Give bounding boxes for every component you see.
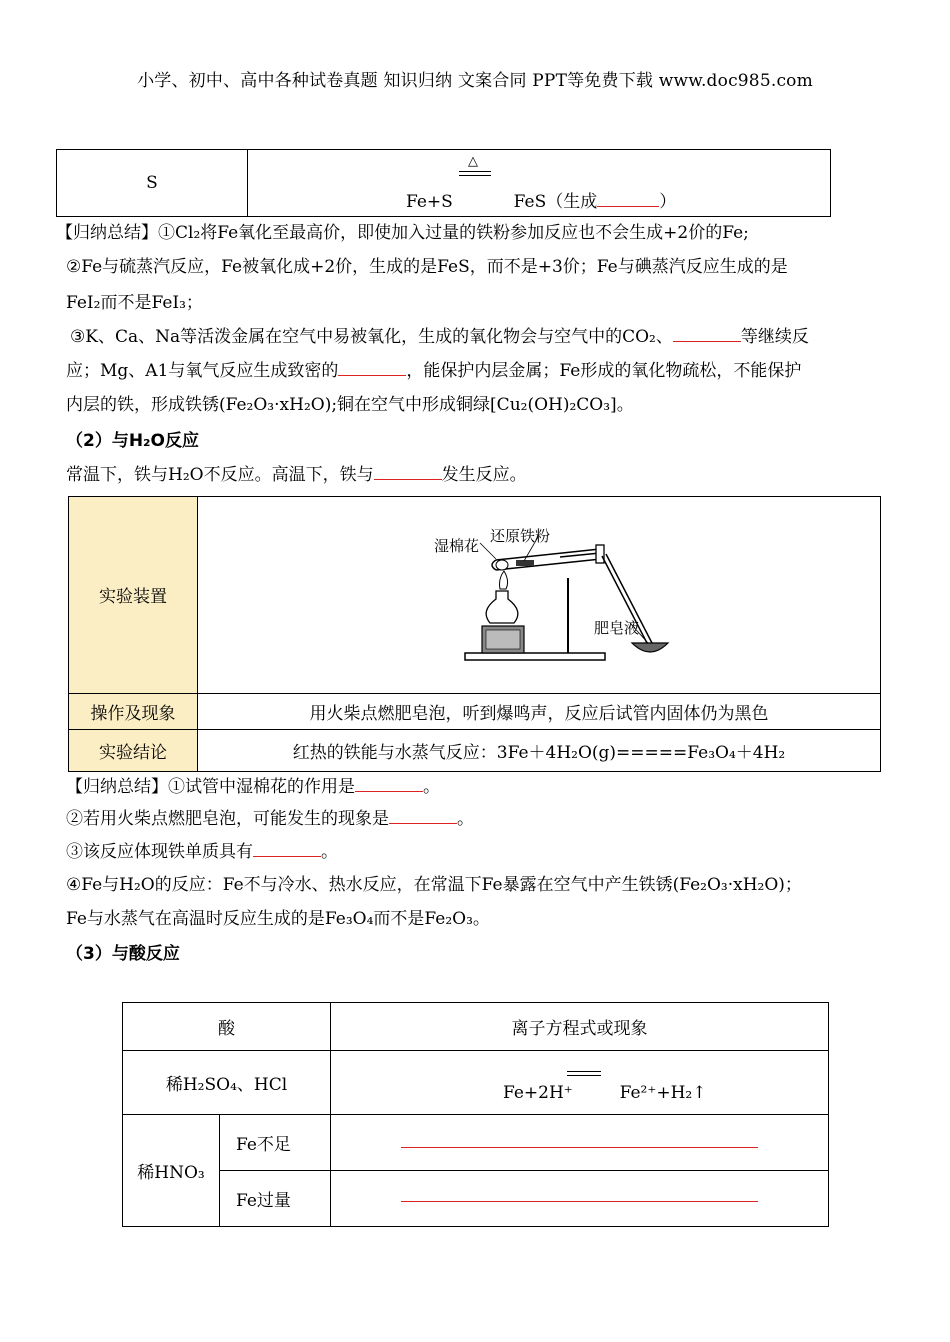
summary2-l2a: ②若用火柴点燃肥皂泡，可能发生的现象是 <box>66 809 389 829</box>
answer-blank <box>374 465 442 480</box>
section2-intro-a: 常温下，铁与H₂O不反应。高温下，铁与 <box>66 465 374 485</box>
summary1-line6: 内层的铁，形成铁锈(Fe₂O₃·xH₂O);铜在空气中形成铜绿[Cu₂(OH)₂CO₃]。 <box>66 395 634 415</box>
summary2-line2 <box>66 802 474 836</box>
answer-blank <box>355 777 423 792</box>
label-operation: 操作及现象 <box>69 693 198 729</box>
row1-eq-left: Fe+2H⁺ <box>503 1083 573 1103</box>
heat-condition: △ <box>468 154 478 169</box>
label-apparatus: 实验装置 <box>69 497 198 694</box>
eq-right: FeS（生成 <box>513 192 598 212</box>
summary1-line3: FeI₂而不是FeI₃； <box>66 293 203 313</box>
summary2-l1a: 【归纳总结】①试管中湿棉花的作用是 <box>66 777 355 797</box>
conclusion-text: 红热的铁能与水蒸气反应：3Fe＋4H₂O(g)=====Fe₃O₄＋4H₂ <box>198 729 881 771</box>
table-experiment <box>68 496 881 772</box>
cell-apparatus <box>198 497 881 694</box>
answer-line <box>401 1201 758 1202</box>
summary1-line4b: 等继续反 <box>740 327 809 347</box>
page-header: 小学、初中、高中各种试卷真题 知识归纳 文案合同 PPT等免费下载 www.doc985.com <box>137 71 813 91</box>
row2-sub2: Fe过量 <box>220 1171 331 1227</box>
row1-acid: 稀H₂SO₄、HCl <box>123 1051 331 1115</box>
section2-title: （2）与H₂O反应 <box>66 431 199 451</box>
section2-intro <box>66 458 527 492</box>
eq-close: ） <box>659 192 677 212</box>
answer-blank <box>389 809 457 824</box>
row1-eq-right: Fe²⁺+H₂↑ <box>619 1083 707 1103</box>
table-acid <box>122 1002 829 1227</box>
summary1-line5a: 应；Mg、A1与氧气反应生成致密的 <box>66 361 339 381</box>
row2-answer1 <box>331 1115 829 1171</box>
summary1-line5 <box>66 354 801 388</box>
section3-title: （3）与酸反应 <box>66 944 180 964</box>
row2-sub1: Fe不足 <box>220 1115 331 1171</box>
summary2-l1b: 。 <box>423 777 440 797</box>
summary2-line3 <box>66 835 338 869</box>
summary2-line5: Fe与水蒸气在高温时反应生成的是Fe₃O₄而不是Fe₂O₃。 <box>66 909 490 929</box>
summary2-l2b: 。 <box>457 809 474 829</box>
answer-blank <box>253 842 321 857</box>
equals-sign <box>567 1071 601 1077</box>
cell-reactant: S <box>57 150 248 217</box>
answer-blank <box>597 192 659 207</box>
equals-sign <box>459 171 491 177</box>
row2-acid: 稀HNO₃ <box>123 1115 220 1227</box>
summary1-line1: 【归纳总结】①Cl₂将Fe氧化至最高价，即使加入过量的铁粉参加反应也不会生成+2价的Fe; <box>56 223 749 243</box>
summary2-line1 <box>66 770 440 804</box>
summary2-l3a: ③该反应体现铁单质具有 <box>66 842 253 862</box>
summary2-line4: ④Fe与H₂O的反应：Fe不与冷水、热水反应，在常温下Fe暴露在空气中产生铁锈(Fe₂O₃·xH₂O)； <box>66 875 802 895</box>
row1-equation <box>331 1051 829 1115</box>
header-equation: 离子方程式或现象 <box>331 1003 829 1051</box>
operation-text: 用火柴点燃肥皂泡，听到爆鸣声，反应后试管内固体仍为黑色 <box>198 693 881 729</box>
answer-blank <box>338 361 406 376</box>
summary1-line4a: ③K、Ca、Na等活泼金属在空气中易被氧化，生成的氧化物会与空气中的CO₂、 <box>70 327 673 347</box>
eq-left: Fe+S <box>406 192 453 212</box>
header-acid: 酸 <box>123 1003 331 1051</box>
label-conclusion: 实验结论 <box>69 729 198 771</box>
cell-equation <box>248 150 831 217</box>
row2-answer2 <box>331 1171 829 1227</box>
label-iron-powder: 还原铁粉 <box>490 527 551 545</box>
summary1-line2: ②Fe与硫蒸汽反应，Fe被氧化成+2价，生成的是FeS，而不是+3价；Fe与碘蒸汽反应生成的是 <box>66 257 788 277</box>
table-fe-s <box>56 149 831 217</box>
summary2-l3b: 。 <box>321 842 338 862</box>
summary1-line4 <box>70 320 809 354</box>
answer-blank <box>673 327 741 342</box>
section2-intro-b: 发生反应。 <box>441 465 527 485</box>
label-wet-cotton: 湿棉花 <box>434 537 480 555</box>
summary1-line5b: ，能保护内层金属；Fe形成的氧化物疏松，不能保护 <box>406 361 802 381</box>
label-soap-liquid: 肥皂液 <box>594 619 640 637</box>
answer-line <box>401 1147 758 1148</box>
